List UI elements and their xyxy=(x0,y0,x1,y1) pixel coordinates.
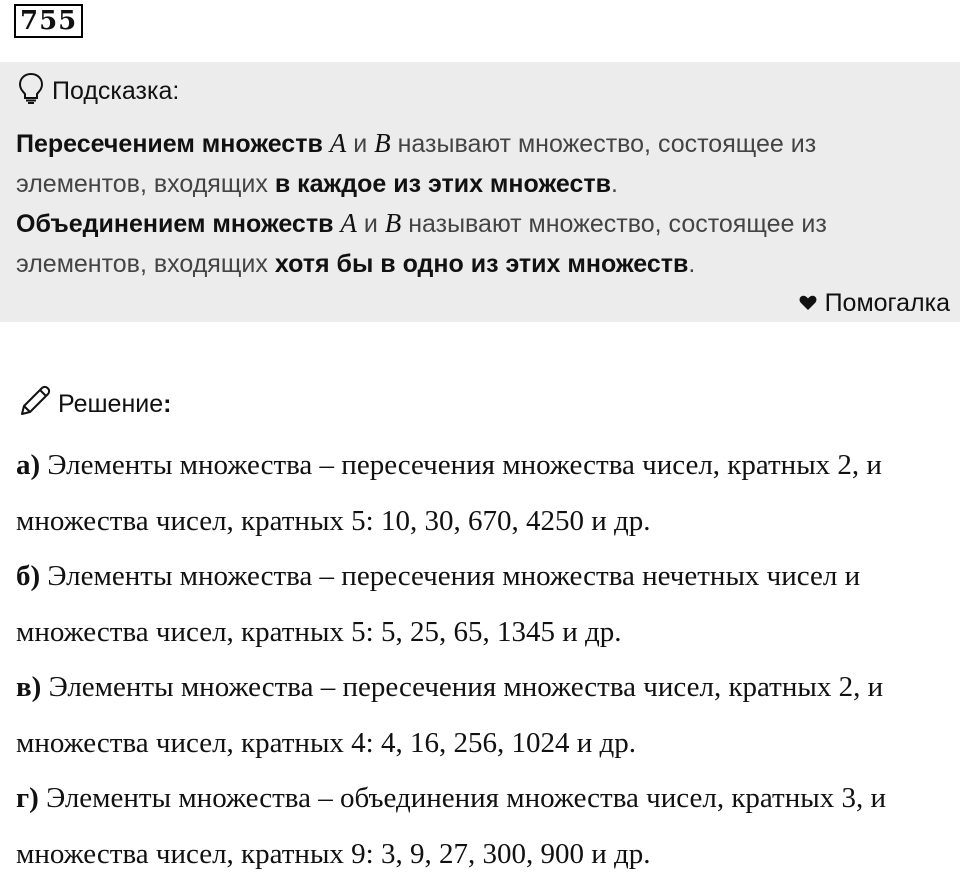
hint-title: Подсказка: xyxy=(52,77,180,105)
solution-title: Решение xyxy=(58,390,164,418)
solution-item-a xyxy=(16,438,956,549)
hint-definition-intersection xyxy=(16,124,946,204)
hint-body xyxy=(16,124,946,284)
hint-header xyxy=(18,72,179,111)
set-a-symbol: A xyxy=(340,208,357,238)
helper-link[interactable] xyxy=(799,289,950,318)
solution-header xyxy=(18,384,171,425)
set-a-symbol: A xyxy=(329,128,347,158)
solution-item-label: б) xyxy=(16,560,41,592)
solution-item-text: Элементы множества – пересечения множества чисел, кратных 2, и множества чисел, кратных 4: 4, 16, 256, 1024 и др. xyxy=(16,671,884,759)
problem-number: 755 xyxy=(14,4,83,38)
hint-definition-text: называют множество, состоящее из элементов, входящих xyxy=(16,130,817,198)
set-b-symbol: B xyxy=(374,128,391,158)
hint-term-union: Объединением множеств xyxy=(16,210,334,238)
pencil-icon xyxy=(18,384,58,425)
hint-box xyxy=(0,62,960,322)
solution-colon: : xyxy=(163,390,172,418)
solution-item-label: а) xyxy=(16,449,41,481)
hint-conjunction: и xyxy=(346,130,375,158)
hint-definition-text: называют множество, состоящее из элементов, входящих xyxy=(16,210,827,278)
solution-body xyxy=(16,438,956,882)
hint-conjunction: и xyxy=(356,210,385,238)
hint-period: . xyxy=(688,249,696,278)
hint-definition-union xyxy=(16,204,946,284)
solution-item-text: Элементы множества – пересечения множества чисел, кратных 2, и множества чисел, кратных 5: 10, 30, 670, 4250 и др. xyxy=(16,449,882,537)
helper-label: Помогалка xyxy=(824,289,950,317)
hint-term-intersection: Пересечением множеств xyxy=(16,130,323,158)
solution-item-label: г) xyxy=(16,782,39,814)
solution-item-text: Элементы множества – пересечения множества нечетных чисел и множества чисел, кратных 5: 5, 25, 65, 1345 и др. xyxy=(16,560,861,648)
set-b-symbol: B xyxy=(384,208,402,238)
solution-item-v xyxy=(16,660,956,771)
heart-icon xyxy=(799,289,825,318)
hint-emphasis: хотя бы в одно из этих множеств xyxy=(274,249,689,278)
solution-item-label: в) xyxy=(16,671,42,703)
hint-period: . xyxy=(610,169,618,198)
solution-item-g xyxy=(16,771,956,882)
lightbulb-icon xyxy=(18,72,52,111)
solution-item-text: Элементы множества – объединения множества чисел, кратных 3, и множества чисел, кратных 9: 3, 9, 27, 300, 900 и др. xyxy=(16,782,886,870)
hint-emphasis: в каждое из этих множеств xyxy=(274,169,611,198)
solution-item-b xyxy=(16,549,956,660)
